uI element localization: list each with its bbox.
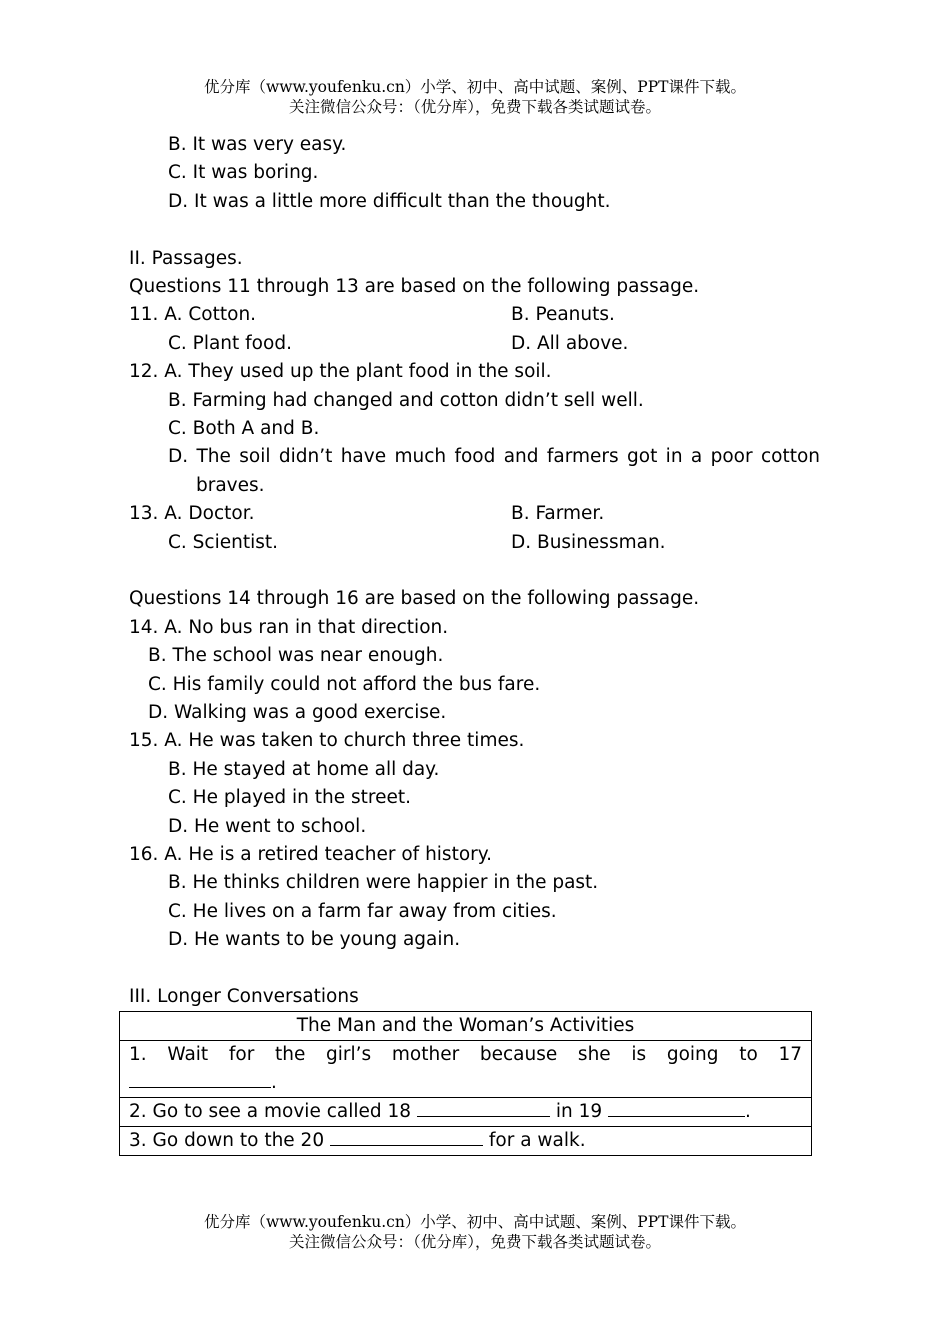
q11-option-b: B. Peanuts.: [511, 304, 615, 325]
blank-19[interactable]: [608, 1100, 745, 1117]
table-cell-row-3: [120, 1127, 812, 1156]
q13-option-d: D. Businessman.: [511, 532, 666, 553]
activities-table: [119, 1011, 812, 1156]
page-header-line-2: 关注微信公众号：（优分库），免费下载各类试题试卷。: [288, 98, 661, 116]
q13-option-a: 13. A. Doctor.: [129, 503, 255, 524]
q16-option-d: D. He wants to be young again.: [168, 929, 461, 950]
q12-option-c: C. Both A and B.: [168, 418, 320, 439]
q15-option-b: B. He stayed at home all day.: [168, 759, 440, 780]
blank-17[interactable]: [129, 1071, 271, 1088]
table-header-row: [120, 1012, 812, 1041]
q15-option-d: D. He went to school.: [168, 816, 367, 837]
row-2-text-b: in 19: [555, 1101, 603, 1122]
q10-option-d: D. It was a little more difficult than the thought.: [168, 191, 611, 212]
blank-18[interactable]: [417, 1100, 550, 1117]
q13-option-c: C. Scientist.: [168, 532, 279, 553]
section-2-title: II. Passages.: [129, 248, 243, 269]
q13-option-b: B. Farmer.: [511, 503, 605, 524]
q15-option-a: 15. A. He was taken to church three times.: [129, 730, 525, 751]
table-header-cell: The Man and the Woman’s Activities: [120, 1012, 812, 1041]
row-3-text-b: for a walk.: [488, 1130, 586, 1151]
row-3-text-a: 3. Go down to the 20: [129, 1130, 325, 1151]
q12-option-d: D. The soil didn’t have much food and farmers got in a poor cotton: [168, 446, 820, 467]
row-2-period: .: [745, 1101, 751, 1122]
table-row: [120, 1127, 812, 1156]
section-3-title: III. Longer Conversations: [129, 986, 359, 1007]
q16-option-c: C. He lives on a farm far away from cities.: [168, 901, 557, 922]
table-cell-row-1: [120, 1041, 812, 1098]
q15-option-c: C. He played in the street.: [168, 787, 412, 808]
q16-option-a: 16. A. He is a retired teacher of history.: [129, 844, 492, 865]
q11-option-d: D. All above.: [511, 333, 629, 354]
table-row: [120, 1041, 812, 1098]
row-1-period: .: [271, 1072, 277, 1093]
q14-option-c: C. His family could not afford the bus fare.: [148, 674, 541, 695]
blank-20[interactable]: [330, 1129, 483, 1146]
row-1-answer-line: [129, 1069, 802, 1097]
table-cell-row-2: [120, 1098, 812, 1127]
q10-option-b: B. It was very easy.: [168, 134, 347, 155]
passage-2-intro: Questions 14 through 16 are based on the following passage.: [129, 588, 700, 609]
q11-option-a: 11. A. Cotton.: [129, 304, 257, 325]
passage-1-intro: Questions 11 through 13 are based on the following passage.: [129, 276, 700, 297]
q14-option-b: B. The school was near enough.: [148, 645, 444, 666]
table-row: [120, 1098, 812, 1127]
q10-option-c: C. It was boring.: [168, 162, 319, 183]
q14-option-a: 14. A. No bus ran in that direction.: [129, 617, 449, 638]
q12-option-d-continued: braves.: [196, 475, 265, 496]
row-2-text-a: 2. Go to see a movie called 18: [129, 1101, 412, 1122]
q16-option-b: B. He thinks children were happier in the past.: [168, 872, 599, 893]
q12-option-a: 12. A. They used up the plant food in the soil.: [129, 361, 552, 382]
row-1-text: 1. Wait for the girl’s mother because she is going to 17: [129, 1044, 802, 1065]
q12-option-b: B. Farming had changed and cotton didn’t sell well.: [168, 390, 644, 411]
page-footer-line-2: 关注微信公众号：（优分库），免费下载各类试题试卷。: [288, 1233, 661, 1251]
q11-option-c: C. Plant food.: [168, 333, 292, 354]
page-footer-line-1: 优分库（www.youfenku.cn）小学、初中、高中试题、案例、PPT课件下载。: [203, 1213, 747, 1231]
page-header-line-1: 优分库（www.youfenku.cn）小学、初中、高中试题、案例、PPT课件下载。: [203, 78, 747, 96]
q14-option-d: D. Walking was a good exercise.: [148, 702, 447, 723]
